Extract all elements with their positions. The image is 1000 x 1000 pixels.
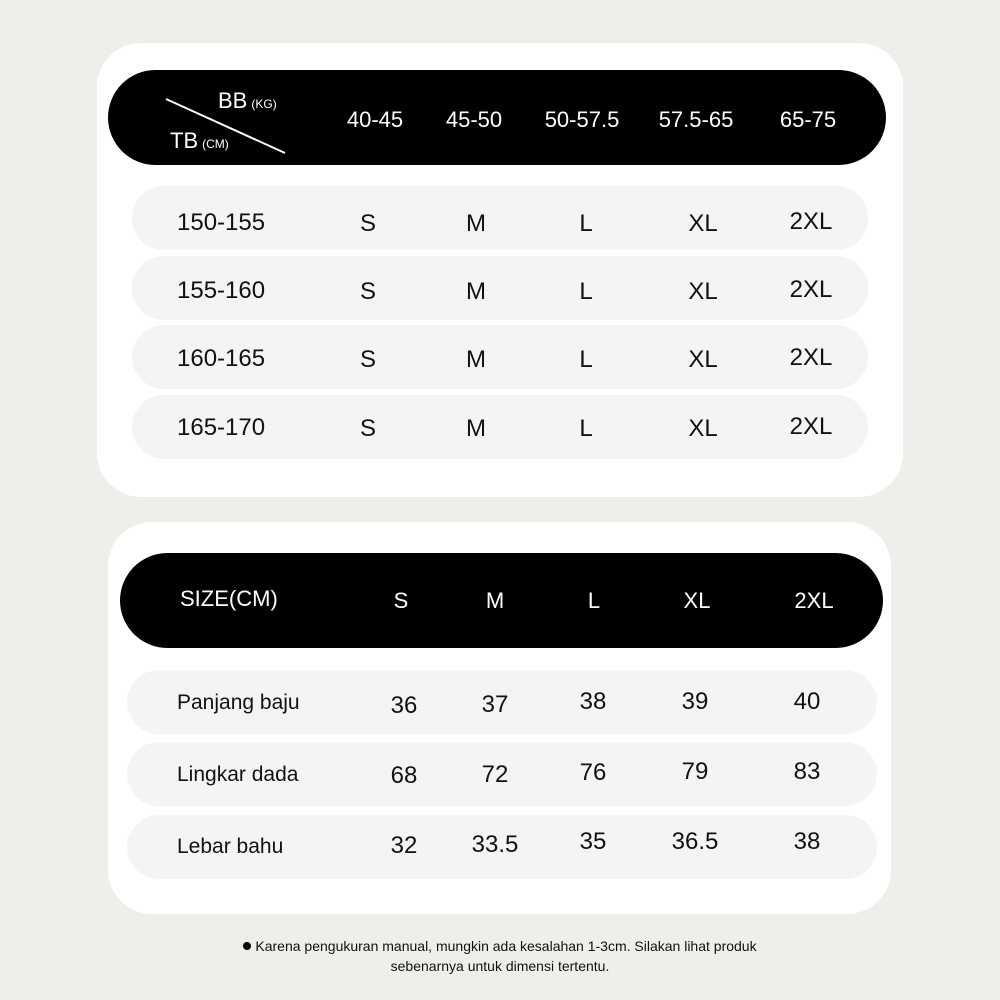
- height-label-text: TB: [170, 128, 199, 153]
- measurement-value: 76: [579, 759, 607, 786]
- weight-unit: (KG): [251, 97, 277, 111]
- size-cell: L: [579, 346, 593, 373]
- size-cell: M: [466, 210, 486, 237]
- size-cell: M: [466, 415, 486, 442]
- height-range-label: 150-155: [177, 209, 266, 236]
- measurement-label: Lebar bahu: [177, 835, 284, 858]
- disclaimer-text-1: Karena pengukuran manual, mungkin ada kesalahan 1-3cm. Silakan lihat produk: [255, 938, 757, 954]
- table-row: [127, 670, 877, 734]
- size-cell: S: [359, 415, 377, 442]
- weight-label: [218, 88, 277, 114]
- disclaimer-line-1: [0, 936, 1000, 956]
- table-row: [132, 325, 868, 389]
- measurement-value: 40: [793, 688, 821, 715]
- table-row: [127, 742, 877, 806]
- measurement-value: 36.5: [671, 828, 719, 855]
- weight-column-header: 65-75: [779, 107, 837, 132]
- measurement-value: 38: [793, 828, 821, 855]
- height-range-label: 155-160: [177, 277, 266, 304]
- height-range-label: 160-165: [177, 345, 266, 372]
- measurement-value: 33.5: [471, 831, 519, 858]
- size-column-header: 2XL: [794, 588, 834, 613]
- size-cell: L: [579, 278, 593, 305]
- measurement-label: Lingkar dada: [177, 763, 299, 786]
- measurements-table-header: [120, 553, 883, 648]
- table-row: [127, 815, 877, 879]
- measurement-value: 37: [481, 691, 509, 718]
- size-cell: 2XL: [789, 413, 833, 440]
- table-row: [132, 256, 868, 320]
- measurement-value: 39: [681, 688, 709, 715]
- measurement-value: 32: [390, 832, 418, 859]
- size-cell: 2XL: [789, 344, 833, 371]
- size-cell: L: [579, 210, 593, 237]
- size-column-header: XL: [683, 588, 711, 613]
- size-cell: M: [466, 346, 486, 373]
- measurement-value: 72: [481, 761, 509, 788]
- height-label: [170, 128, 229, 154]
- measurement-value: 38: [579, 688, 607, 715]
- size-cell: XL: [688, 415, 718, 442]
- measurement-value: 83: [793, 758, 821, 785]
- size-cell: S: [359, 278, 377, 305]
- size-column-header: L: [587, 588, 601, 613]
- size-cell: L: [579, 415, 593, 442]
- weight-column-header: 57.5-65: [658, 107, 734, 132]
- size-cell: 2XL: [789, 208, 833, 235]
- size-column-header: S: [393, 588, 409, 613]
- bullet-icon: [243, 942, 251, 950]
- table-row: [132, 395, 868, 459]
- weight-column-header: 40-45: [346, 107, 404, 132]
- disclaimer-text-2: sebenarnya untuk dimensi tertentu.: [390, 958, 610, 974]
- weight-height-table-header: [108, 70, 886, 165]
- measurement-value: 36: [390, 692, 418, 719]
- size-cell: 2XL: [789, 276, 833, 303]
- measurement-value: 79: [681, 758, 709, 785]
- weight-label-text: BB: [218, 88, 248, 113]
- measurement-value: 68: [390, 762, 418, 789]
- table-row: [132, 186, 868, 250]
- weight-column-header: 45-50: [445, 107, 503, 132]
- size-cell: S: [359, 346, 377, 373]
- size-cm-header: SIZE(CM): [180, 586, 278, 611]
- size-column-header: M: [485, 588, 505, 613]
- size-cell: M: [466, 278, 486, 305]
- size-cell: XL: [688, 278, 718, 305]
- measurement-label: Panjang baju: [177, 691, 300, 714]
- weight-column-header: 50-57.5: [544, 107, 620, 132]
- height-range-label: 165-170: [177, 414, 266, 441]
- size-cell: S: [359, 210, 377, 237]
- height-unit: (CM): [202, 137, 229, 151]
- size-cell: XL: [688, 346, 718, 373]
- measurement-value: 35: [579, 828, 607, 855]
- measurement-disclaimer: [0, 936, 1000, 976]
- size-cell: XL: [688, 210, 718, 237]
